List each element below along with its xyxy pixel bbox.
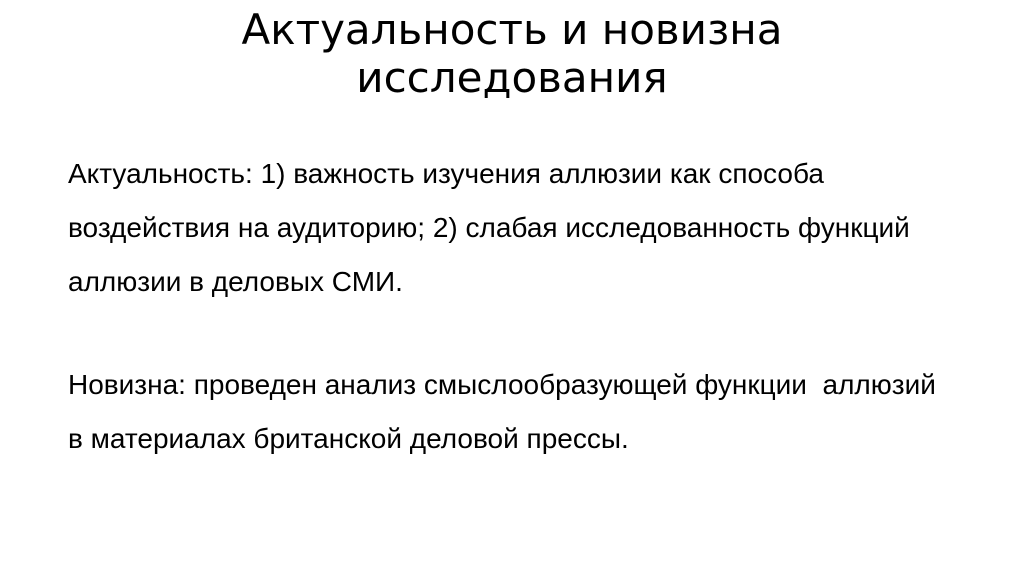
slide-title: Актуальность и новизна исследования <box>241 5 783 102</box>
slide-body <box>68 147 948 466</box>
paragraph-relevance: Актуальность: 1) важность изучения аллюзии как способа воздействия на аудиторию; 2) слабая исследованность функций аллюзии в деловых СМИ. <box>68 158 918 297</box>
paragraph-novelty: Новизна: проведен анализ смыслообразующей функции аллюзий в материалах британской деловой прессы. <box>68 369 944 454</box>
